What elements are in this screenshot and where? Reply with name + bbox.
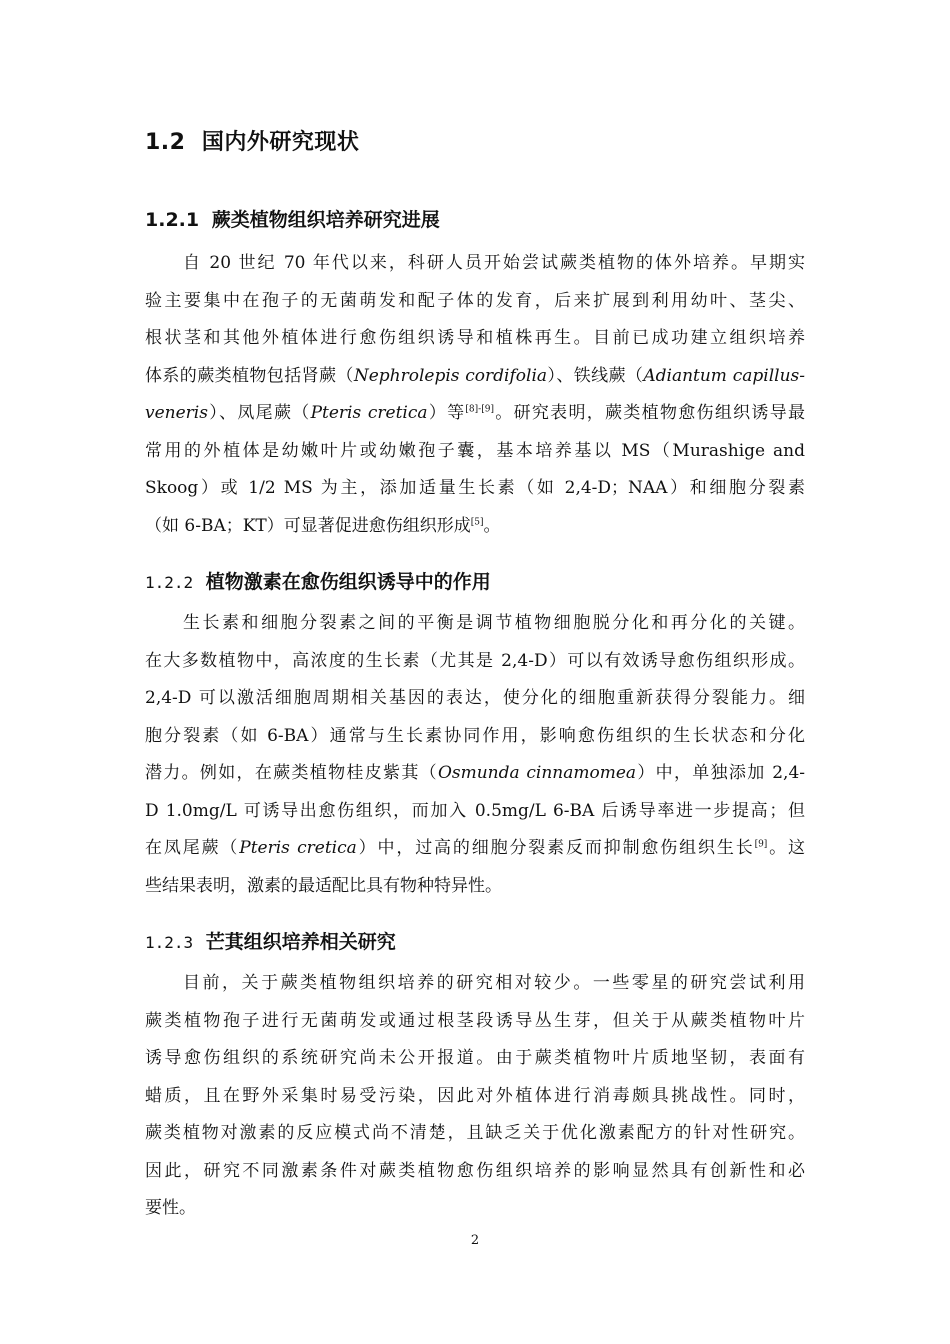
species-name: Nephrolepis cordifolia [353,365,548,386]
text-run: 。这 [767,838,806,858]
subsection-title: 植物激素在愈伤组织诱导中的作用 [205,571,491,593]
paragraph-line [145,1078,805,1116]
text-run: 在大多数植物中，高浓度的生长素（尤其是 2,4-D）可以有效诱导愈伤组织形成。 [145,650,805,671]
text-run: ）中，单独添加 2,4- [636,763,805,783]
paragraph-line [145,965,805,1003]
paragraph-line [145,1003,805,1041]
text-run: 生长素和细胞分裂素之间的平衡是调节植物细胞脱分化和再分化的关键。 [183,613,805,633]
paragraph-1 [145,245,805,545]
paragraph-line [145,1153,805,1191]
paragraph-line [145,643,805,681]
species-name: Pteris cretica [239,838,357,858]
paragraph-line [145,605,805,643]
text-run: ）、凤尾蕨（ [207,403,311,423]
subsection-number: 1.2.2 [145,573,194,592]
species-name: Adiantum capillus- [643,365,805,386]
text-run: 蕨类植物对激素的反应模式尚不清楚，且缺乏关于优化激素配方的针对性研究。 [145,1123,805,1143]
paragraph-line [145,1040,805,1078]
species-name: Osmunda cinnamomea [437,763,637,783]
section-heading [145,125,359,156]
paragraph-line [145,793,805,831]
text-run: 胞分裂素（如 6-BA）通常与生长素协同作用，影响愈伤组织的生长状态和分化 [145,725,805,746]
text-run: 蜡质，且在野外采集时易受污染，因此对外植体进行消毒颇具挑战性。同时， [145,1085,805,1106]
text-run: 诱导愈伤组织的系统研究尚未公开报道。由于蕨类植物叶片质地坚韧，表面有 [145,1048,805,1068]
paragraph-line [145,358,805,396]
paragraph-2 [145,605,805,905]
subsection-number: 1.2.3 [145,933,194,952]
section-title: 国内外研究现状 [201,130,360,155]
subsection-number: 1.2.1 [145,209,200,231]
subsection-heading-2 [145,567,491,594]
paragraph-line [145,718,805,756]
text-run: ）、铁线蕨（ [547,365,644,386]
paragraph-line [145,395,805,433]
text-run: 常用的外植体是幼嫩叶片或幼嫩孢子囊，基本培养基以 MS（Murashige and [145,440,805,461]
paragraph-line [145,680,805,718]
paragraph-line [145,283,805,321]
citation: [5] [470,516,484,527]
text-run: 验主要集中在孢子的无菌萌发和配子体的发育，后来扩展到利用幼叶、茎尖、 [145,290,805,311]
paragraph-line [145,433,805,471]
text-run: 潜力。例如，在蕨类植物桂皮紫萁（ [145,763,438,783]
paragraph-3 [145,965,805,1228]
paragraph-line [145,508,805,546]
paragraph-line [145,868,805,906]
paragraph-line [145,320,805,358]
text-run: 。 [483,515,501,536]
subsection-heading-1 [145,205,440,232]
subsection-heading-3 [145,927,396,954]
text-run: ）等 [427,403,466,423]
page-number: 2 [470,1233,480,1248]
text-run: （如 6-BA；KT）可显著促进愈伤组织形成 [145,515,471,536]
text-run: 因此，研究不同激素条件对蕨类植物愈伤组织培养的影响显然具有创新性和必 [145,1160,805,1181]
paragraph-line [145,1115,805,1153]
text-run: Skoog）或 1/2 MS 为主，添加适量生长素（如 2,4-D；NAA）和细胞分裂素 [145,478,805,498]
text-run: 根状茎和其他外植体进行愈伤组织诱导和植株再生。目前已成功建立组织培养 [145,328,805,348]
species-name: veneris [145,403,208,423]
text-run: ）中，过高的细胞分裂素反而抑制愈伤组织生长 [356,838,755,858]
citation: [8]-[9] [465,404,494,415]
species-name: Pteris cretica [310,403,428,423]
text-run: 在凤尾蕨（ [145,838,240,858]
paragraph-line [145,470,805,508]
subsection-title: 芒萁组织培养相关研究 [205,931,396,953]
citation: [9] [754,839,768,850]
text-run: 蕨类植物孢子进行无菌萌发或通过根茎段诱导丛生芽，但关于从蕨类植物叶片 [145,1010,805,1031]
paragraph-line [145,1190,805,1228]
paragraph-line [145,755,805,793]
text-run: D 1.0mg/L 可诱导出愈伤组织，而加入 0.5mg/L 6-BA 后诱导率进一步提高；但 [145,800,805,821]
text-run: 。研究表明，蕨类植物愈伤组织诱导最 [493,403,806,423]
text-run: 要性。 [145,1198,196,1218]
paragraph-line [145,245,805,283]
subsection-title: 蕨类植物组织培养研究进展 [211,209,440,231]
paragraph-line [145,830,805,868]
section-number: 1.2 [145,130,186,155]
text-run: 自 20 世纪 70 年代以来，科研人员开始尝试蕨类植物的体外培养。早期实 [183,253,805,273]
text-run: 2,4-D 可以激活细胞周期相关基因的表达，使分化的细胞重新获得分裂能力。细 [145,688,805,708]
text-run: 目前，关于蕨类植物组织培养的研究相对较少。一些零星的研究尝试利用 [183,973,805,993]
text-run: 些结果表明，激素的最适配比具有物种特异性。 [145,875,502,896]
text-run: 体系的蕨类植物包括肾蕨（ [145,365,354,386]
